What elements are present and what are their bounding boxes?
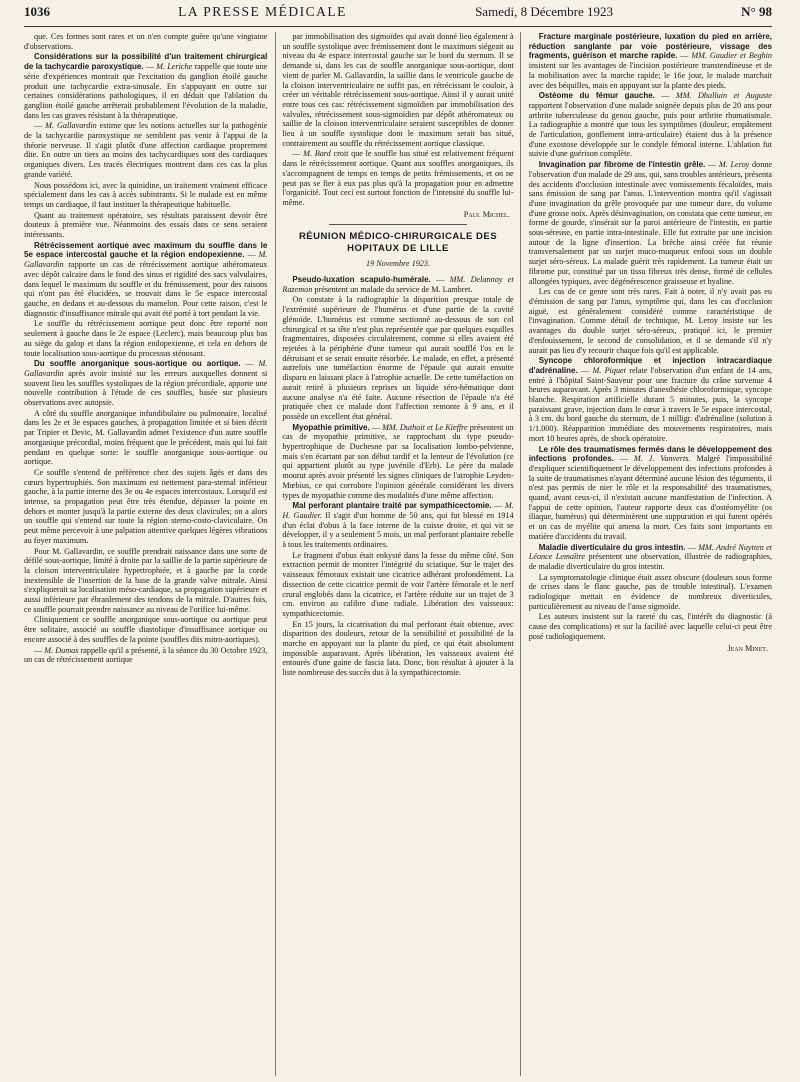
paragraph-text: relate l'observation d'un enfant de 14 ans, entré à l'hôpital Saint-Sauveur pour une fracture du crâne survenue 4 heures auparavant. Après 3 minutes d'anesthésie chloroformique, syncope blanche. Respiration artificielle durant 5 minutes, puis, la syncope paraissant grave, injection dans le cœur à travers le 5e espace intercostal, à 3 cm. du bord gauche du sternum, de 1 milligr. d'adrénaline (solution à 1/1.000). Réapparition immédiate des mouvements respiratoires, mais mort 10 heures après, de shock opératoire. (528, 365, 773, 443)
article-heading: Le rôle des traumatismes fermés dans le développement des infections profondes. (528, 444, 773, 464)
article-paragraph: Le rôle des traumatismes fermés dans le développement des infections profondes. — M. J. Vanverts. Malgré l'impossibilité d'expliquer scientifiquement le développement des infections profondes à la suite de traumatismes n'ayant déterminé aucune lésion des téguments, il n'est pas permis de nier le rôle et la responsabilité des traumatismes, quand, avant ceux-ci, il n'existait aucune manifestation de l'infection. A l'appui de cette opinion, l'auteur rapporte deux cas d'ostéomyélite (os iliaque, humérus) qui déterminèrent une suppuration et qui furent opérés et un cas de myélite qui amena la mort. Ces faits sont importants en matière d'accidents du travail. (528, 444, 773, 541)
journal-title: LA PRESSE MÉDICALE (178, 4, 347, 19)
paragraph (282, 32, 513, 148)
columns (24, 32, 772, 1076)
page-number: 1036 (24, 4, 50, 19)
author-name: M. Bard (303, 149, 331, 159)
paragraph-text: Les cas de ce genre sont très rares. Fait à noter, il n'y avait pas eu d'émission de sang par l'anus, symptôme qui, dans les cas d'occlusion aiguë, est généralement considéré comme caractéristique de l'invagination. Comme détail de technique, M. Leroy insiste sur les avantages du double surjet séro-séreux, pratiqué ici, le premier d'enfouissement, le second de consolidation, et il se demande s'il n'y aurait pas lieu d'y recourir chaque fois qu'il est applicable. (528, 287, 773, 355)
paragraph (24, 547, 267, 615)
paragraph-text: Le fragment d'obus était enkysté dans la fesse du même côté. Son extraction permit de montrer l'intégrité du sciatique. Sur le trajet des vaisseaux fémoraux existait une cicatrice adhérant profondément. La dissection de cette cicatrice permit de voir l'artère fémorale et le nerf crural englobés dans la cicatrice, et l'artère réduite sur un trajet de 3 cm. environ au calibre d'une radiale. Libération des vaisseaux: sympathicectomie. (282, 550, 514, 618)
author-name: M. Gallavardin (24, 250, 268, 270)
author-name: MM. Gaudier et Beghin (691, 51, 773, 61)
article-heading: Pseudo-luxation scapulo-humérale. (292, 275, 431, 285)
paragraph-text: Il s'agit d'un homme de 50 ans, qui fut blessé en 1914 d'un éclat d'obus à la face interne de la cuisse droite, et qui vit se développer, il y a seulement 5 mois, un mal perforant plantaire rebelle à tous les traitements ordinaires. (282, 510, 514, 550)
paragraph-text: Malgré l'impossibilité d'expliquer scientifiquement le développement des infections profondes à la suite de traumatismes n'ayant déterminé aucune lésion des téguments, il n'est pas permis de nier le rôle et la responsabilité des traumatismes, quand, avant ceux-ci, il n'existait aucune manifestation de l'infection. A l'appui de cette opinion, l'auteur rapporte deux cas d'ostéomyélite (os iliaque, humérus) qui déterminèrent une suppuration et qui furent opérés et un cas de myélite qui amena la mort. Ces faits sont importants en matière d'accidents du travail. (528, 454, 773, 541)
article-heading: Mal perforant plantaire traité par sympathicectomie. (292, 501, 492, 511)
paragraph-text: par immobilisation des sigmoïdes qui avait donné lieu également à un souffle systolique avec frémissement dont le maximum siégeait au niveau du 4e espace intercostal gauche sur le bord du sternum. Il se demande si, dans les cas de souffle anorganique sous-aortique, dont vient de parler M. Gallavardin, la saillie dans le ventricule gauche de la cloison interventriculaire ne suffit pas, en rétrécissant le couloir, à créer un véritable rétrécissement sous-aortique. Ainsi il y aurait unité entre tous ces cas: rétrécissement sigmoïdien par immobilisation des valvules, rétrécissement sous-sigmoïdien par dépôt athéromateux ou saillie de la cloison interventriculaire seraient susceptibles de donner lieu à un souffle systolique dont le maximum serait bas situé, contrairement au souffle du rétrécissement aortique classique. (282, 32, 514, 148)
article-paragraph: Maladie diverticulaire du gros intestin. — MM. André Nuytten et Léonce Lemaître présentent une observation, illustrée de radiographies, de maladie diverticulaire du gros intestin. (528, 542, 773, 571)
author-name: MM. Delannoy et Razemon (282, 275, 514, 294)
paragraph-text: estime que les notions actuelles sur la pathogénie de la tachycardie paroxystique ne semblent pas venir à l'appui de la théorie nerveuse. Il s'agit plutôt d'une affection cardiaque proprement dite. En outre un tiers au moins des tachycardiques sont des cardiaques organiques divers. Les tracés électriques montrent dans ces cas la plus grande variété. (24, 121, 268, 179)
divider (329, 224, 468, 225)
paragraph-text: insistent sur les avantages de l'incision postérieure transtendineuse et de la mobilisation avec la marche rapide; le 16e jour, le malade marchait avec des béquilles, mais en appuyant sur la plante des pieds. (528, 61, 773, 90)
article-heading: Ostéome du fémur gauche. (538, 91, 655, 101)
author-name: M. H. Gaudier. (282, 501, 514, 520)
paragraph-text: que. Ces formes sont rares et on n'en compte guère qu'une vingtaine d'observations. (24, 32, 268, 51)
paragraph-text: Quant au traitement opératoire, ses résultats paraissent devoir être douteux à première vue. Néanmoins des essais dans ce sens seraient intéressants. (24, 210, 268, 240)
paragraph-text: présentent un malade du service de M. Lambret. (314, 284, 473, 294)
section-date: 19 Novembre 1923. (365, 259, 431, 269)
page-header (24, 4, 772, 27)
author-name: M. Dumas (44, 645, 79, 655)
paragraph (24, 181, 267, 210)
author-name: M. Gallavardin (45, 121, 97, 131)
paragraph (24, 211, 267, 240)
paragraph (529, 573, 772, 612)
author-name: M. Gallavardin (24, 359, 268, 378)
article-heading: Syncope chloroformique et injection intracardiaque d'adrénaline. (528, 356, 773, 375)
article-heading: Invagination par fibrome de l'intestin grêle. (538, 160, 706, 170)
paragraph-text: rapportent l'observation d'une malade soignée depuis plus de 20 ans pour arthrite tuberculeuse du genou gauche, puis pour arthrite rhumatismale. La radiographie a montré que tous les symptômes (douleur, empâtement de l'articulation, gonflement intra-articulaire) étaient dus à la présence d'une exostose développée sur le condyle fémoral interne. L'ablation fut suivie d'une guérison complète. (528, 100, 773, 159)
paragraph-text: présentent une observation, illustrée de radiographies, de maladie diverticulaire du gros intestin. (528, 552, 773, 571)
article-heading: Considérations sur la possibilité d'un traitement chirurgical de la tachycardie paroxystique. (24, 52, 268, 72)
paragraph (24, 615, 267, 644)
author-name: M. J. Vanverts. (633, 454, 691, 464)
paragraph (24, 32, 267, 51)
paragraph-text: Ce souffle s'entend de préférence chez des sujets âgés et dans des cœurs hypertrophiés. Son maximum est nettement para-sternal inférieur gauche, à la partie interne des 3e ou 4e espaces intercostaux. Lorsqu'il est intense, sa propagation peut être très étendue, dépasser la pointe en dehors et monter jusqu'à la partie externe des deux clavicules; on a alors un souffle qui s'entend sur toute la région sterno-costo-claviculaire. On peut même percevoir à une palpation attentive quelques légères vibrations au foyer maximum. (24, 467, 268, 545)
article-heading: Rétrécissement aortique avec maximum du souffle dans le 5e espace intercostal gauche et la région endopexienne. (24, 240, 268, 260)
signature: Paul Michel. (463, 209, 510, 219)
signature: Jean Minet. (727, 643, 769, 653)
paragraph-text: donne l'observation d'un malade de 29 ans, qui, sans troubles antérieurs, présenta des accidents d'occlusion intestinale avec vomissements fécaloïdes, mais sans émission de sang par l'anus. L'intervention montra qu'il s'agissait d'une invagination du grêle provoquée par une tumeur dure, du volume d'une grosse noix. Après désinvagination, on constata que cette tumeur, en forme de gourde, s'insérait sur la paroi antérieure de l'intestin, en partie sous-séreuse, en partie intra-intestinale. Elle fut extraite par une incision autour de la ligne d'insertion. La brèche ainsi créée fut réunie transversalement par un surjet muco-muqueux enfoui sous un double surjet séro-séreux. La malade guérit très rapidement. La tumeur était un fibrome pur, constitué par un tissu fibreux très dense, formé de cellules allongées typiques, avec dégénérescence graisseuse et hyaline. (528, 160, 773, 286)
article-paragraph: Mal perforant plantaire traité par sympathicectomie. — M. H. Gaudier. Il s'agit d'un homme de 50 ans, qui fut blessé en 1914 d'un éclat d'obus à la face interne de la cuisse droite, et qui vit se développer, il y a seulement 5 mois, un mal perforant plantaire rebelle à tous les traitements ordinaires. (282, 501, 514, 550)
author-name: M. Piquet (592, 365, 626, 375)
paragraph (24, 319, 267, 358)
article-paragraph: Syncope chloroformique et injection intracardiaque d'adrénaline. — M. Piquet relate l'observation d'un enfant de 14 ans, entré à l'hôpital Saint-Sauveur pour une fracture du crâne survenue 4 heures auparavant. Après 3 minutes d'anesthésie chloroformique, syncope blanche. Respiration artificielle durant 5 minutes, puis, la syncope paraissant grave, injection dans le cœur à travers le 5e espace intercostal, à 3 cm. du bord gauche du sternum, de 1 milligr. d'adrénaline (solution à 1/1.000). Réapparition immédiate des mouvements respiratoires, mais mort 10 heures après, de shock opératoire. (528, 356, 773, 443)
author-name: MM. Duthoit et Le Kieffre (382, 422, 468, 432)
paragraph (24, 409, 267, 467)
article-paragraph: Invagination par fibrome de l'intestin grêle. — M. Leroy donne l'observation d'un malade de 29 ans, qui, sans troubles antérieurs, présenta des accidents d'occlusion intestinale avec vomissements fécaloïdes, mais sans émission de sang par l'anus. L'intervention montra qu'il s'agissait d'une invagination du grêle provoquée par une tumeur dure, du volume d'une grosse noix. Après désinvagination, on constata que cette tumeur, en forme de gourde, s'insérait sur la paroi antérieure de l'intestin, en partie sous-séreuse, en partie intra-intestinale. Elle fut extraite par une incision autour de la ligne d'insertion. La brèche ainsi créée fut réunie transversalement par un surjet muco-muqueux enfoui sous un double surjet séro-séreux. La malade guérit très rapidement. La tumeur était un fibrome pur, constitué par un tissu fibreux très dense, formé de cellules allongées typiques, avec dégénérescence graisseuse et hyaline. (528, 160, 773, 286)
paragraph-text: A côté du souffle anorganique infundibulaire ou pulmonaire, localisé dans les 2e et 3e espaces gauches, à propagation limitée et si bien décrit par Tripier et Devic, M. Gallavardin admet l'existence d'un autre souffle anorganique précordial, moins fréquent que le précédent, mais qui lui fait pendant en quelque sorte: le souffle anorganique sous-aortique ou aortique. (24, 408, 268, 467)
section-title: RÉUNION MÉDICO-CHIRURGICALE DES HOPITAUX DE LILLE (298, 231, 498, 255)
paragraph-text: On constate à la radiographie la disparition presque totale de l'extrémité supérieure de l'humérus et d'une partie de la cavité glénoïde. L'humérus est comme sectionné au-dessous de son col chirurgical et sa tête n'est plus représentée que par quelques esquilles fragmentaires, disposées circulairement, comme si elles avaient été rejetées à la périphérie d'une tumeur qui aurait soufflé l'os en le détruisant et se serait ensuite résorbée. Le malade, en effet, a présenté autrefois une tuméfaction énorme de l'épaule qui aurait ensuite disparu en laissant place à l'atrophie actuelle. De cette tuméfaction on aurait retiré à plusieurs reprises un liquide séro-hématique dont aucune analyse n'a été faite. Aucune résection de l'épaule n'a été pratiquée chez ce malade dont l'affection remonte à 9 ans, et il possède un excellent état général. (282, 295, 514, 421)
article-heading: Myopathie primitive. (292, 422, 370, 432)
paragraph-text: croit que le souffle bas situé est relativement fréquent dans le rétrécissement aortique. Quant aux souffles anorganiques, ils s'accompagnent de temps en temps de petits frémissements, et on ne peut pas se fier à eux pas plus qu'à la propagation pour en admettre l'organicité. Tout ceci est surtout fonction de l'intensité du souffle lui-même. (282, 149, 514, 207)
issue-date: Samedi, 8 Décembre 1923 (475, 4, 613, 19)
article-paragraph: Fracture marginale postérieure, luxation du pied en arrière, réduction sanglante par voie postérieure, vissage des fragments, guérison et marche rapide. — MM. Gaudier et Beghin insistent sur les avantages de l'incision postérieure transtendineuse et de la mobilisation avec la marche rapide; le 16e jour, le malade marchait avec des béquilles, mais en appuyant sur la plante des pieds. (528, 32, 773, 90)
author-name: M. Leroy (718, 160, 750, 170)
author-name: MM. Dhalluin et Auguste (675, 91, 773, 101)
paragraph-text: présentent un cas de myopathie primitive, se rapprochant du type pseudo-hypertrophique de Duchesne par sa localisation lombo-pelvienne, mais s'en écartant par son début tardif et la lenteur de l'évolution (ce qui appartient plutôt au type juvénile d'Erb). Le père du malade mourut après avoir présenté les signes cliniques de l'atrophie Leyden-Mœbius, ce qui corrobore l'opinion générale considérant les divers types de myopathie comme des modalités d'une même affection. (282, 422, 514, 500)
paragraph (282, 295, 513, 421)
paragraph (529, 612, 772, 641)
paragraph-text: La symptomatologie clinique était assez obscure (douleurs sous forme de crises dans le flanc gauche, pas de trouble intestinal). L'examen radiologique mettait en évidence de nombreux diverticules, particulièrement au niveau de l'anse sigmoïde. (528, 572, 773, 611)
paragraph: — M. Dumas rappelle qu'il a présenté, à la séance du 30 Octobre 1923, un cas de rétrécissement aortique (24, 645, 268, 665)
article-paragraph: Pseudo-luxation scapulo-humérale. — MM. Delannoy et Razemon présentent un malade du service de M. Lambret. (282, 275, 514, 294)
column-2 (275, 32, 520, 1076)
author-name: MM. André Nuytten et Léonce Lemaître (528, 542, 773, 562)
paragraph (24, 468, 267, 546)
paragraph-text: Cliniquement ce souffle anorganique sous-aortique ou aortique peut être solitaire, associé au souffle diastolique d'insuffisance aortique ou encore associé à des souffles de la pointe (souffles dits mitro-aortiques). (24, 615, 268, 644)
paragraph-text: rapporte un cas de rétrécissement aortique athéromateux avec dépôt calcaire dans le fond des sinus et rigidité des sacs valvulaires, dans lequel le maximum du souffle et du frémissement, pour des raisons qui n'ont pas été élucidées, se trouvait dans le 5e espace intercostal gauche, en dedans et au-dessous du mamelon. Pour cette raison, c'est le diagnostic d'insuffisance mitrale qui avait été porté à tort pendant la vie. (24, 260, 268, 318)
article-paragraph: Considérations sur la possibilité d'un traitement chirurgical de la tachycardie paroxystique. — M. Leriche rappelle que toute une série d'expériences montrait que l'excitation du ganglion étoilé gauche produit une tachycardie extra-sinusale. En s'appuyant en outre sur certaines considérations pathologiques, il en déduit que l'ablation du ganglion étoilé gauche arrêterait probablement l'évolution de la maladie, dans les cas graves résistant à la thérapeutique. (24, 52, 268, 120)
author-name: M. Leriche (156, 62, 193, 72)
column-1 (24, 32, 267, 1076)
paragraph (282, 551, 513, 619)
column-3 (529, 32, 772, 1076)
paragraph: — M. Bard croit que le souffle bas situé est relativement fréquent dans le rétrécissement aortique. Quant aux souffles anorganiques, ils s'accompagnent de temps en temps de petits frémissements, et on ne peut pas se fier à eux pas plus qu'à la propagation pour en admettre l'organicité. Tout ceci est surtout fonction de l'intensité du souffle lui-même. (282, 149, 514, 207)
article-heading: Maladie diverticulaire du gros intestin. (538, 542, 686, 552)
paragraph-text: rappelle qu'il a présenté, à la séance du 30 Octobre 1923, un cas de rétrécissement aortique (24, 645, 268, 665)
paragraph-text: Les auteurs insistent sur la rareté du cas, l'intérêt du diagnostic (à cause des complications) et sur la facilité avec laquelle celui-ci peut être posé radiologiquement. (528, 612, 773, 641)
article-heading: Du souffle anorganique sous-aortique ou aortique. (34, 359, 241, 369)
issue-number: N° 98 (741, 4, 772, 19)
paragraph-text: En 15 jours, la cicatrisation du mal perforant était obtenue, avec disparition des douleurs, retour de la sensibilité et possibilité de la marche en appuyant sur la plante du pied, ce qui était absolument impossible auparavant. Après libération, les vaisseaux avaient été entourés d'une gaine de fascia lata. Donc, bon résultat à ajouter à la liste nombreuse des succès dus à la sympathicectomie. (282, 619, 514, 678)
paragraph (282, 620, 513, 678)
article-paragraph: Rétrécissement aortique avec maximum du souffle dans le 5e espace intercostal gauche et la région endopexienne. — M. Gallavardin rapporte un cas de rétrécissement aortique athéromateux avec dépôt calcaire dans le fond des sinus et rigidité des sacs valvulaires, dans lequel le maximum du souffle et du frémissement, pour des raisons qui n'ont pas été élucidées, se trouvait dans le 5e espace intercostal gauche, en dedans et au-dessous du mamelon. Pour cette raison, c'est le diagnostic d'insuffisance mitrale qui avait été porté à tort pendant la vie. (24, 240, 268, 318)
paragraph-text: Nous possédons ici, avec la quinidine, un traitement vraiment efficace spécialement dans les cas à accès subintrants. Si le malade est en même temps un cardiaque, il faut instituer la thérapeutique habituelle. (24, 180, 268, 209)
article-heading: Fracture marginale postérieure, luxation du pied en arrière, réduction sanglante par voie postérieure, vissage des fragments, guérison et marche rapide. (528, 32, 773, 61)
article-paragraph: Du souffle anorganique sous-aortique ou aortique. — M. Gallavardin après avoir insisté sur les erreurs auxquelles donnent si souvent lieu les souffles systoliques de la région précordiale, apporte une nouvelle contribution à l'étude de ces souffles, basée sur plusieurs observations avec autopsie. (24, 359, 268, 408)
article-paragraph: Myopathie primitive. — MM. Duthoit et Le Kieffre présentent un cas de myopathie primitive, se rapprochant du type pseudo-hypertrophique de Duchesne par sa localisation lombo-pelvienne, mais s'en écartant par son début tardif et la lenteur de l'évolution (ce qui appartient plutôt au type juvénile d'Erb). Le père du malade mourut après avoir présenté les signes cliniques de l'atrophie Leyden-Mœbius, ce qui corrobore l'opinion générale considérant les divers types de myopathie comme des modalités d'une même affection. (282, 422, 514, 500)
paragraph-text: rappelle que toute une série d'expériences montrait que l'excitation du ganglion étoilé gauche produit une tachycardie extra-sinusale. En s'appuyant en outre sur certaines considérations pathologiques, il en déduit que l'ablation du ganglion étoilé gauche arrêterait probablement l'évolution de la maladie, dans les cas graves résistant à la thérapeutique. (24, 62, 268, 120)
paragraph-text: après avoir insisté sur les erreurs auxquelles donnent si souvent lieu les souffles systoliques de la région précordiale, apporte une nouvelle contribution à l'étude de ces souffles, basée sur plusieurs observations avec autopsie. (24, 368, 268, 408)
paragraph (529, 287, 772, 355)
paragraph-text: Pour M. Gallavardin, ce souffle prendrait naissance dans une sorte de défilé sous-aortique, limité à droite par la saillie de la partie supérieure de la cloison interventriculaire hypertrophiée, et à gauche par la corde inextensible de l'insertion de la base de la grande valve mitrale. Ainsi s'expliquerait sa localisation méso-cardiaque, sa propagation supérieure et aussi inférieure par ébranlement des tendons de la mitrale. D'autres fois, ce souffle pourrait prendre naissance au niveau de l'orifice lui-même. (24, 546, 268, 614)
article-paragraph: Ostéome du fémur gauche. — MM. Dhalluin et Auguste rapportent l'observation d'une malade soignée depuis plus de 20 ans pour arthrite tuberculeuse du genou gauche, puis pour arthrite rhumatismale. La radiographie a montré que tous les symptômes (douleur, empâtement de l'articulation, gonflement intra-articulaire) étaient dus à la présence d'une exostose développée sur le condyle fémoral interne. L'ablation fut suivie d'une guérison complète. (528, 91, 773, 159)
paragraph: — M. Gallavardin estime que les notions actuelles sur la pathogénie de la tachycardie paroxystique ne semblent pas venir à l'appui de la théorie nerveuse. Il s'agit plutôt d'une affection cardiaque proprement dite. En outre un tiers au moins des tachycardiques sont des cardiaques organiques divers. Les tracés électriques montrent dans ces cas la plus grande variété. (24, 121, 268, 179)
paragraph-text: Le souffle du rétrécissement aortique peut donc être reporté non seulement à gauche dans le 2e espace (Leclerc), mais beaucoup plus bas au siège du galop et dans la région endopexienne, et cela en dehors de toute localisation sous-aortique du processus sténosant. (24, 319, 268, 358)
